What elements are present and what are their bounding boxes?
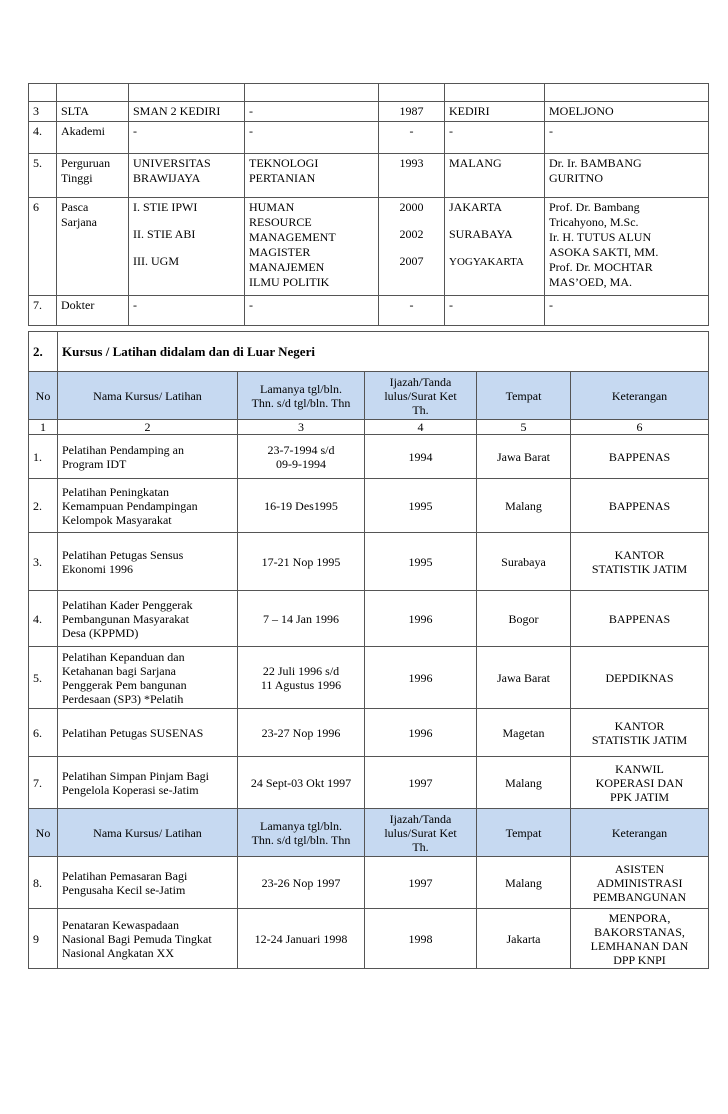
header-certificate-line: lulus/Surat Ket xyxy=(384,388,457,403)
course-year xyxy=(365,533,477,591)
course-duration-line: 24 Sept-03 Okt 1997 xyxy=(250,775,352,790)
course-name xyxy=(58,435,238,479)
course-place xyxy=(477,909,571,969)
course-note-line: LEMHANAN DAN xyxy=(590,938,689,953)
course-year xyxy=(365,647,477,709)
edu-institution-line: III. UGM xyxy=(133,254,179,268)
course-place xyxy=(477,533,571,591)
edu-institution-line: II. STIE ABI xyxy=(133,227,196,241)
course-name-line: Kelompok Masyarakat xyxy=(62,512,172,527)
edu-major-line: ILMU POLITIK xyxy=(249,275,330,289)
edu-level: Pasca Sarjana xyxy=(57,198,129,296)
course-name xyxy=(58,857,238,909)
course-name xyxy=(58,533,238,591)
course-place-line: Magetan xyxy=(502,725,545,740)
edu-year-line: 2007 xyxy=(399,254,424,268)
course-note-line: PEMBANGUNAN xyxy=(592,889,687,904)
column-number-line: 4 xyxy=(417,420,424,434)
courses-header-row xyxy=(29,372,709,420)
section-number: 2. xyxy=(29,332,58,372)
course-year xyxy=(365,909,477,969)
course-name-line: Penggerak Pem bangunan xyxy=(62,677,187,692)
column-number-line: 1 xyxy=(40,420,46,434)
edu-place xyxy=(445,198,545,296)
course-row xyxy=(29,533,709,591)
edu-institution xyxy=(129,154,245,198)
course-note-line: DEPDIKNAS xyxy=(605,670,674,685)
course-note-line: BAPPENAS xyxy=(608,498,671,513)
course-note-line: KOPERASI DAN xyxy=(595,775,684,790)
course-note-line: STATISTIK JATIM xyxy=(591,561,688,576)
course-no-line: 3. xyxy=(33,554,42,569)
course-year xyxy=(365,709,477,757)
course-no xyxy=(29,435,58,479)
header-certificate xyxy=(365,372,477,420)
edu-level: Dokter xyxy=(57,296,129,326)
edu-major-line: HUMAN xyxy=(249,200,295,214)
edu-major-line: PERTANIAN xyxy=(249,171,316,185)
course-place xyxy=(477,591,571,647)
course-no xyxy=(29,479,58,533)
course-note xyxy=(571,709,709,757)
course-name-line: Kemampuan Pendampingan xyxy=(62,498,198,513)
edu-no: 5. xyxy=(29,154,57,198)
header-note-line: Keterangan xyxy=(611,388,668,403)
course-place-line: Surabaya xyxy=(501,554,546,569)
course-note xyxy=(571,757,709,809)
course-duration xyxy=(238,857,365,909)
course-year-line: 1996 xyxy=(408,611,433,626)
course-place xyxy=(477,479,571,533)
edu-major xyxy=(245,198,379,296)
column-number xyxy=(477,420,571,435)
course-no xyxy=(29,591,58,647)
column-number-line: 2 xyxy=(144,420,151,434)
edu-head-line: Prof. Dr. MOCHTAR xyxy=(549,260,653,274)
course-year-line: 1996 xyxy=(408,670,433,685)
course-duration-line: 09-9-1994 xyxy=(276,456,326,471)
header-place xyxy=(477,809,571,857)
header-cell xyxy=(57,84,129,102)
course-place-line: Jawa Barat xyxy=(497,670,550,685)
course-duration xyxy=(238,591,365,647)
edu-institution: - xyxy=(129,296,245,326)
course-place xyxy=(477,709,571,757)
header-cell xyxy=(445,84,545,102)
course-name-line: Pelatihan Petugas SUSENAS xyxy=(62,725,204,740)
header-duration-line: Lamanya tgl/bln. xyxy=(260,818,342,833)
course-duration-line: 23-26 Nop 1997 xyxy=(261,875,341,890)
course-row xyxy=(29,591,709,647)
course-row xyxy=(29,647,709,709)
course-year-line: 1998 xyxy=(408,931,433,946)
header-place-line: Tempat xyxy=(505,388,542,403)
course-no xyxy=(29,757,58,809)
edu-major: - xyxy=(245,296,379,326)
course-duration-line: 11 Agustus 1996 xyxy=(260,677,342,692)
course-no-line: 5. xyxy=(33,670,42,685)
header-duration-line: Lamanya tgl/bln. xyxy=(260,381,342,396)
edu-year: - xyxy=(379,122,445,154)
course-note-line: BAKORSTANAS, xyxy=(594,924,685,939)
course-no xyxy=(29,647,58,709)
edu-head xyxy=(545,198,709,296)
course-place-line: Bogor xyxy=(508,611,539,626)
course-name xyxy=(58,647,238,709)
course-duration-line: 12-24 Januari 1998 xyxy=(254,931,348,946)
column-number xyxy=(29,420,58,435)
course-name xyxy=(58,709,238,757)
course-duration xyxy=(238,909,365,969)
edu-major-line: MAGISTER xyxy=(249,245,311,259)
header-no-line: No xyxy=(35,825,51,840)
course-note-line: KANTOR xyxy=(614,547,665,562)
course-no-line: 6. xyxy=(33,725,42,740)
column-number-line: 6 xyxy=(636,420,643,434)
edu-head xyxy=(545,154,709,198)
course-name-line: Pengelola Koperasi se-Jatim xyxy=(62,782,199,797)
column-number xyxy=(58,420,238,435)
course-note-line: BAPPENAS xyxy=(608,449,671,464)
course-place-line: Jakarta xyxy=(506,931,541,946)
course-name-line: Nasional Bagi Pemuda Tingkat xyxy=(62,931,212,946)
course-name-line: Ketahanan bagi Sarjana xyxy=(62,663,176,678)
edu-major-line: MANAGEMENT xyxy=(249,230,336,244)
course-duration-line: 17-21 Nop 1995 xyxy=(261,554,341,569)
edu-institution: - xyxy=(129,122,245,154)
course-year-line: 1997 xyxy=(408,875,433,890)
header-duration xyxy=(238,809,365,857)
course-note-line: BAPPENAS xyxy=(608,611,671,626)
course-note xyxy=(571,909,709,969)
edu-major xyxy=(245,154,379,198)
course-name-line: Pelatihan Petugas Sensus xyxy=(62,547,184,562)
course-note-line: ASISTEN xyxy=(614,861,665,876)
edu-head-line: ASOKA SAKTI, MM. xyxy=(549,245,659,259)
edu-head-line: Tricahyono, M.Sc. xyxy=(549,215,639,229)
course-row xyxy=(29,857,709,909)
header-certificate-line: Th. xyxy=(412,402,429,417)
education-header-row xyxy=(29,84,709,102)
course-no-line: 9 xyxy=(33,931,39,946)
course-duration-line: 7 – 14 Jan 1996 xyxy=(263,611,339,626)
edu-place-line: SURABAYA xyxy=(449,227,513,241)
education-row xyxy=(29,102,709,122)
course-no xyxy=(29,909,58,969)
edu-major-line: RESOURCE xyxy=(249,215,312,229)
course-place xyxy=(477,435,571,479)
course-name-line: Ekonomi 1996 xyxy=(62,561,133,576)
edu-head-line: Ir. H. TUTUS ALUN xyxy=(549,230,652,244)
edu-head-line: MAS’OED, MA. xyxy=(549,275,633,289)
edu-place-line: JAKARTA xyxy=(449,200,502,214)
edu-level: SLTA xyxy=(57,102,129,122)
course-duration-line: 23-7-1994 s/d xyxy=(267,442,335,457)
course-year-line: 1996 xyxy=(408,725,433,740)
course-no-line: 7. xyxy=(33,775,42,790)
course-place-line: Jawa Barat xyxy=(497,449,550,464)
edu-major: - xyxy=(245,102,379,122)
course-year-line: 1995 xyxy=(408,498,433,513)
course-duration xyxy=(238,709,365,757)
column-number xyxy=(571,420,709,435)
header-certificate-line: Th. xyxy=(412,839,429,854)
column-number-line: 5 xyxy=(520,420,527,434)
course-name-line: Pelatihan Kepanduan dan xyxy=(62,649,185,664)
course-name-line: Pelatihan Simpan Pinjam Bagi xyxy=(62,768,209,783)
course-place xyxy=(477,647,571,709)
edu-year-line: 2002 xyxy=(399,227,424,241)
course-note-line: KANWIL xyxy=(615,761,664,776)
course-name xyxy=(58,479,238,533)
course-year xyxy=(365,479,477,533)
course-no-line: 8. xyxy=(33,875,42,890)
course-row xyxy=(29,909,709,969)
course-year xyxy=(365,435,477,479)
header-duration-line: Thn. s/d tgl/bln. Thn xyxy=(251,832,351,847)
edu-no: 4. xyxy=(29,122,57,154)
header-note xyxy=(571,372,709,420)
course-note-line: KANTOR xyxy=(614,718,665,733)
header-cell xyxy=(129,84,245,102)
column-number-line: 3 xyxy=(298,420,304,434)
header-name xyxy=(58,372,238,420)
course-note xyxy=(571,591,709,647)
course-year xyxy=(365,857,477,909)
course-no-line: 1. xyxy=(33,449,42,464)
column-number-row xyxy=(29,420,709,435)
courses-header-row xyxy=(29,809,709,857)
edu-head: MOELJONO xyxy=(545,102,709,122)
edu-level: Perguruan Tinggi xyxy=(57,154,129,198)
course-year-line: 1995 xyxy=(408,554,433,569)
course-note-line: DPP KNPI xyxy=(613,952,666,967)
edu-head: - xyxy=(545,296,709,326)
header-cell xyxy=(545,84,709,102)
course-duration xyxy=(238,533,365,591)
course-year xyxy=(365,757,477,809)
course-name-line: Perdesaan (SP3) *Pelatih xyxy=(62,691,184,706)
edu-year: - xyxy=(379,296,445,326)
column-number xyxy=(365,420,477,435)
header-no-line: No xyxy=(35,388,51,403)
course-name-line: Pelatihan Pemasaran Bagi xyxy=(62,868,188,883)
course-place xyxy=(477,857,571,909)
course-name xyxy=(58,757,238,809)
course-note xyxy=(571,435,709,479)
edu-no: 3 xyxy=(29,102,57,122)
edu-place: - xyxy=(445,122,545,154)
course-name-line: Pembangunan Masyarakat xyxy=(62,611,189,626)
education-row xyxy=(29,122,709,154)
header-duration-line: Thn. s/d tgl/bln. Thn xyxy=(251,395,351,410)
course-note xyxy=(571,479,709,533)
course-name-line: Pelatihan Pendamping an xyxy=(62,442,184,457)
header-note-line: Keterangan xyxy=(611,825,668,840)
course-duration-line: 23-27 Nop 1996 xyxy=(261,725,341,740)
course-note xyxy=(571,647,709,709)
courses-table xyxy=(28,331,709,969)
edu-place: MALANG xyxy=(445,154,545,198)
section-title: Kursus / Latihan didalam dan di Luar Negeri xyxy=(58,332,709,372)
course-row xyxy=(29,479,709,533)
header-duration xyxy=(238,372,365,420)
edu-year: 1993 xyxy=(379,154,445,198)
education-row xyxy=(29,154,709,198)
edu-head-line: Dr. Ir. BAMBANG xyxy=(549,156,642,170)
course-place-line: Malang xyxy=(505,775,542,790)
course-note-line: PPK JATIM xyxy=(610,789,670,804)
edu-major: - xyxy=(245,122,379,154)
course-duration-line: 22 Juli 1996 s/d xyxy=(262,663,340,678)
edu-major-line: MANAJEMEN xyxy=(249,260,325,274)
course-name-line: Program IDT xyxy=(62,456,127,471)
edu-institution xyxy=(129,198,245,296)
course-duration xyxy=(238,435,365,479)
edu-year-line: 2000 xyxy=(399,200,424,214)
edu-head-line: Prof. Dr. Bambang xyxy=(549,200,640,214)
course-duration xyxy=(238,479,365,533)
edu-no: 6 xyxy=(29,198,57,296)
course-year xyxy=(365,591,477,647)
course-duration xyxy=(238,757,365,809)
course-name-line: Pelatihan Kader Penggerak xyxy=(62,597,193,612)
header-name xyxy=(58,809,238,857)
course-note xyxy=(571,533,709,591)
course-place-line: Malang xyxy=(505,498,542,513)
course-name xyxy=(58,909,238,969)
header-name-line: Nama Kursus/ Latihan xyxy=(93,825,202,840)
edu-year xyxy=(379,198,445,296)
course-name-line: Penataran Kewaspadaan xyxy=(62,917,179,932)
edu-year: 1987 xyxy=(379,102,445,122)
course-row xyxy=(29,757,709,809)
course-year-line: 1994 xyxy=(408,449,433,464)
course-duration xyxy=(238,647,365,709)
edu-place-line: YOGYAKARTA xyxy=(449,256,524,268)
header-no xyxy=(29,372,58,420)
course-no-line: 4. xyxy=(33,611,42,626)
course-note-line: ADMINISTRASI xyxy=(596,875,683,890)
header-certificate-line: Ijazah/Tanda xyxy=(389,811,452,826)
course-name-line: Desa (KPPMD) xyxy=(62,625,139,640)
header-certificate xyxy=(365,809,477,857)
course-no-line: 2. xyxy=(33,498,42,513)
course-row xyxy=(29,435,709,479)
header-certificate-line: Ijazah/Tanda xyxy=(389,374,452,389)
course-year-line: 1997 xyxy=(408,775,433,790)
course-note xyxy=(571,857,709,909)
edu-no: 7. xyxy=(29,296,57,326)
edu-head-line: GURITNO xyxy=(549,171,603,185)
course-no xyxy=(29,709,58,757)
course-name-line: Pelatihan Peningkatan xyxy=(62,484,169,499)
course-place-line: Malang xyxy=(505,875,542,890)
edu-institution-line: UNIVERSITAS xyxy=(133,156,211,170)
header-no xyxy=(29,809,58,857)
course-place xyxy=(477,757,571,809)
course-name-line: Pengusaha Kecil se-Jatim xyxy=(62,882,186,897)
edu-institution-line: I. STIE IPWI xyxy=(133,200,198,214)
header-place xyxy=(477,372,571,420)
edu-institution: SMAN 2 KEDIRI xyxy=(129,102,245,122)
edu-place: KEDIRI xyxy=(445,102,545,122)
course-no xyxy=(29,857,58,909)
header-cell xyxy=(245,84,379,102)
edu-head: - xyxy=(545,122,709,154)
course-note-line: STATISTIK JATIM xyxy=(591,732,688,747)
course-name-line: Nasional Angkatan XX xyxy=(62,945,174,960)
edu-major-line: TEKNOLOGI xyxy=(249,156,319,170)
course-duration-line: 16-19 Des1995 xyxy=(264,498,338,513)
education-table xyxy=(28,83,709,326)
header-name-line: Nama Kursus/ Latihan xyxy=(93,388,202,403)
education-row xyxy=(29,198,709,296)
header-cell xyxy=(29,84,57,102)
header-cell xyxy=(379,84,445,102)
section-heading-row xyxy=(29,332,709,372)
course-name xyxy=(58,591,238,647)
column-number xyxy=(238,420,365,435)
header-place-line: Tempat xyxy=(505,825,542,840)
course-note-line: MENPORA, xyxy=(608,910,671,925)
edu-level: Akademi xyxy=(57,122,129,154)
header-note xyxy=(571,809,709,857)
header-certificate-line: lulus/Surat Ket xyxy=(384,825,457,840)
edu-place: - xyxy=(445,296,545,326)
education-row xyxy=(29,296,709,326)
edu-institution-line: BRAWIJAYA xyxy=(133,171,201,185)
course-no xyxy=(29,533,58,591)
course-row xyxy=(29,709,709,757)
